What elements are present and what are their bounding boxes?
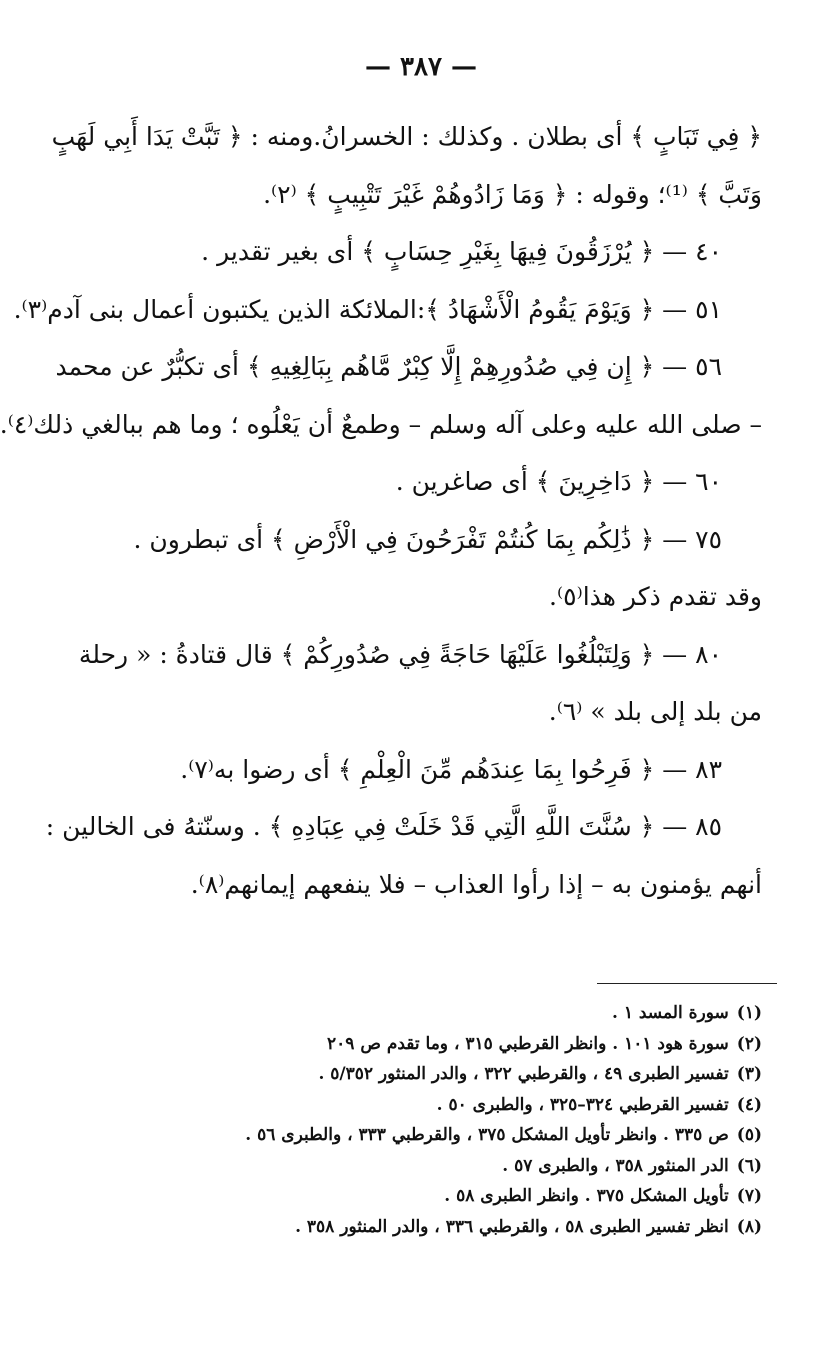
verse-56-continuation: – صلى الله عليه وعلى آله وسلم – وطمعٌ أن يَعْلُوه ؛ وما هم ببالغي ذلك⁽٤⁾. <box>0 409 762 439</box>
footnotes <box>152 998 762 1242</box>
footnote-number: (٤) <box>736 1094 762 1115</box>
verse-51-line: ٥١ — ﴿ وَيَوْمَ يَقُومُ الْأَشْهَادُ ﴾:الملائكة الذين يكتبون أعمال بنى آدم⁽٣⁾. <box>13 294 722 324</box>
footnote-number: (١) <box>736 1003 762 1023</box>
footnote-text: تأويل المشكل ٣٧٥ . وانظر الطبرى ٥٨ . <box>444 1186 729 1206</box>
footnote-item <box>152 1212 762 1243</box>
verse-83-line: ٨٣ — ﴿ فَرِحُوا بِمَا عِندَهُم مِّنَ الْعِلْمِ ﴾ أى رضوا به⁽٧⁾. <box>180 754 722 784</box>
footnote-text: ص ٣٣٥ . وانظر تأويل المشكل ٣٧٥ ، والقرطبي ٣٣٣ ، والطبرى ٥٦ . <box>245 1125 729 1145</box>
footnote-number: (٥) <box>736 1125 762 1145</box>
verse-80-line: ٨٠ — ﴿ وَلِتَبْلُغُوا عَلَيْهَا حَاجَةً فِي صُدُورِكُمْ ﴾ قال قتادةُ : « رحلة <box>78 639 722 669</box>
book-page <box>2 0 840 1361</box>
footnote-number: (٧) <box>736 1186 762 1206</box>
text-line-2: وَتَبَّ ﴾ ⁽¹⁾؛ وقوله : ﴿ وَمَا زَادُوهُمْ غَيْرَ تَتْبِيبٍ ﴾ ⁽٢⁾. <box>263 179 762 209</box>
page-number: — ٣٨٧ — <box>364 52 478 82</box>
verse-56-line: ٥٦ — ﴿ إِن فِي صُدُورِهِمْ إِلَّا كِبْرٌ مَّاهُم بِبَالِغِيهِ ﴾ أى تكبُّرٌ عن محمد <box>55 352 722 381</box>
footnote-text: سورة هود ١٠١ . وانظر القرطبي ٣١٥ ، وما تقدم ص ٢٠٩ <box>327 1033 729 1054</box>
footnote-number: (٦) <box>736 1155 762 1176</box>
footnote-item <box>152 1181 762 1212</box>
footnote-text: الدر المنثور ٣٥٨ ، والطبرى ٥٧ . <box>502 1155 729 1176</box>
footnote-item <box>152 1120 762 1151</box>
footnote-separator <box>597 983 777 984</box>
footnote-number: (٨) <box>736 1216 762 1237</box>
text-line-1: ﴿ فِي تَبَابٍ ﴾ أى بطلان . وكذلك : الخسرانُ.ومنه : ﴿ تَبَّتْ يَدَا أَبِي لَهَبٍ <box>51 122 762 151</box>
footnote-text: انظر تفسير الطبرى ٥٨ ، والقرطبي ٣٣٦ ، والدر المنثور ٣٥٨ . <box>295 1216 729 1237</box>
footnote-item <box>152 1151 762 1182</box>
footnote-item <box>152 1029 762 1060</box>
verse-75-line: ٧٥ — ﴿ ذَٰلِكُم بِمَا كُنتُمْ تَفْرَحُونَ فِي الْأَرْضِ ﴾ أى تبطرون . <box>133 524 722 554</box>
footnote-item <box>152 998 762 1029</box>
verse-75-continuation: وقد تقدم ذكر هذا⁽٥⁾. <box>549 582 762 611</box>
footnote-item <box>152 1059 762 1090</box>
footnote-number: (٢) <box>736 1033 762 1054</box>
main-text <box>0 108 762 913</box>
footnote-text: تفسير الطبرى ٤٩ ، والقرطبي ٣٢٢ ، والدر المنثور ٥/٣٥٢ . <box>318 1064 729 1084</box>
footnote-item <box>152 1090 762 1121</box>
footnote-text: سورة المسد ١ . <box>611 1003 729 1023</box>
verse-85-continuation: أنهم يؤمنون به – إذا رأوا العذاب – فلا ينفعهم إيمانهم⁽٨⁾. <box>190 869 762 899</box>
verse-40-line: ٤٠ — ﴿ يُرْزَقُونَ فِيهَا بِغَيْرِ حِسَابٍ ﴾ أى بغير تقدير . <box>201 237 722 266</box>
footnote-number: (٣) <box>736 1064 762 1084</box>
verse-60-line: ٦٠ — ﴿ دَاخِرِينَ ﴾ أى صاغرين . <box>395 467 722 496</box>
footnote-text: تفسير القرطبي ٣٢٤–٣٢٥ ، والطبرى ٥٠ . <box>436 1094 729 1115</box>
verse-85-line: ٨٥ — ﴿ سُنَّتَ اللَّهِ الَّتِي قَدْ خَلَتْ فِي عِبَادِهِ ﴾ . وسنّتهُ فى الخالين : <box>45 812 722 841</box>
verse-80-continuation: من بلد إلى بلد » ⁽٦⁾. <box>548 697 762 726</box>
